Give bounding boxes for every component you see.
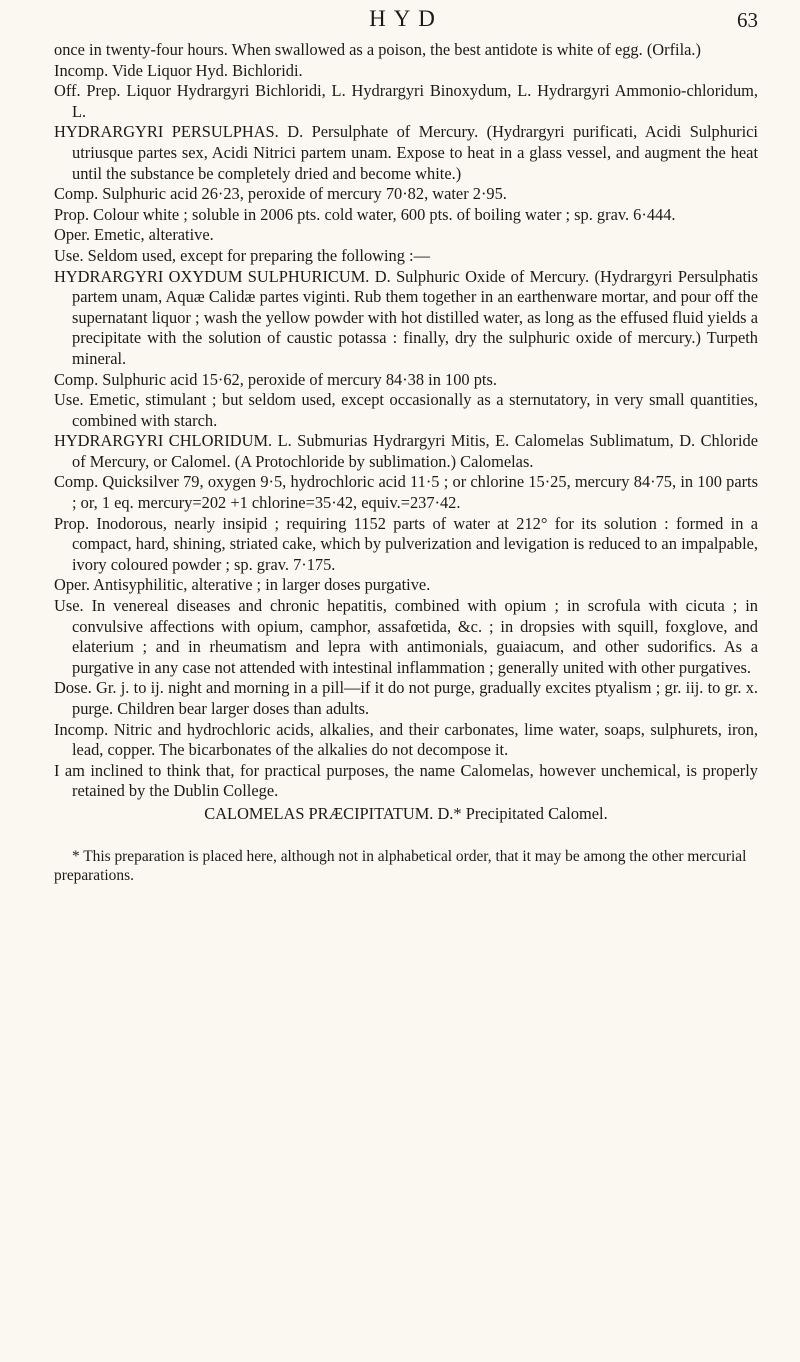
- paragraph-comp: Comp. Sulphuric acid 15·62, peroxide of mercury 84·38 in 100 pts.: [54, 369, 497, 389]
- paragraph-continued: once in twenty-four hours. When swallowed as a poison, the best antidote is white of egg. (Orfila.): [54, 40, 701, 59]
- entry-hydrargyri-chloridum: HYDRARGYRI CHLORIDUM. L. Submurias Hydrargyri Mitis, E. Calomelas Sublimatum, D. Chloride of Mercury, or Calomel. (A Protochloride by sublimation.) Calomelas.: [54, 431, 758, 471]
- running-head: [54, 0, 758, 40]
- paragraph-use: Use. Seldom used, except for preparing the following :—: [54, 245, 430, 265]
- paragraph-off-prep: Off. Prep. Liquor Hydrargyri Bichloridi, L. Hydrargyri Binoxydum, L. Hydrargyri Ammonio-chloridum, L.: [54, 81, 758, 121]
- paragraph-use: Use. In venereal diseases and chronic hepatitis, combined with opium ; in scrofula with cicuta ; in convulsive affections with opium, camphor, assafœtida, &c. ; in dropsies with squill, foxglove, and elaterium ; and in rheumatism and lepra with antimonials, guaiacum, and other sudorifics. As a purgative in any case not attended with intestinal inflammation ; generally united with other purgatives.: [54, 596, 758, 677]
- page-number: 63: [737, 8, 758, 32]
- paragraph-prop: Prop. Inodorous, nearly insipid ; requiring 1152 parts of water at 212° for its solution : formed in a compact, hard, shining, striated cake, which by pulverization and levigation is reduced to an impalpable, ivory coloured powder ; sp. grav. 7·175.: [54, 513, 758, 574]
- footnote: [54, 847, 758, 885]
- paragraph-comp: Comp. Sulphuric acid 26·23, peroxide of mercury 70·82, water 2·95.: [54, 184, 507, 204]
- paragraph-use: Use. Emetic, stimulant ; but seldom used, except occasionally as a sternutatory, in very small quantities, combined with starch.: [54, 390, 758, 430]
- paragraph-dose: Dose. Gr. j. to ij. night and morning in a pill—if it do not purge, gradually excites ptyalism ; gr. iij. to gr. x. purge. Children bear larger doses than adults.: [54, 678, 758, 718]
- running-head-title: HYD: [369, 6, 443, 31]
- entry-hydrargyri-oxydum-sulphuricum: HYDRARGYRI OXYDUM SULPHURICUM. D. Sulphuric Oxide of Mercury. (Hydrargyri Persulphatis partem unam, Aquæ Calidæ partes viginti. Rub them together in an earthenware mortar, and pour off the supernatant liquor ; wash the yellow powder with hot distilled water, as long as the effused fluid yields a precipitate with the solution of caustic potassa : finally, dry the sulphuric oxide of mercury.) Turpeth mineral.: [54, 266, 758, 368]
- entry-heading-calomelas-praecipitatum: CALOMELAS PRÆCIPITATUM. D.* Precipitated Calomel.: [204, 803, 608, 823]
- paragraph-oper: Oper. Emetic, alterative.: [54, 225, 214, 245]
- paragraph-oper: Oper. Antisyphilitic, alterative ; in larger doses purgative.: [54, 575, 431, 595]
- footnote-text: * This preparation is placed here, although not in alphabetical order, that it may be among the other mercurial preparations.: [54, 847, 747, 884]
- paragraph-comp: Comp. Quicksilver 79, oxygen 9·5, hydrochloric acid 11·5 ; or chlorine 15·25, mercury 84·75, in 100 parts ; or, 1 eq. mercury=202 +1 chlorine=35·42, equiv.=237·42.: [54, 472, 758, 513]
- paragraph-note: I am inclined to think that, for practical purposes, the name Calomelas, however unchemical, is properly retained by the Dublin College.: [54, 760, 758, 801]
- paragraph-incomp: Incomp. Nitric and hydrochloric acids, alkalies, and their carbonates, lime water, soaps, sulphurets, iron, lead, copper. The bicarbonates of the alkalies do not decompose it.: [54, 719, 758, 760]
- entry-hydrargyri-persulphas: HYDRARGYRI PERSULPHAS. D. Persulphate of Mercury. (Hydrargyri purificati, Acidi Sulphurici utriusque partes sex, Acidi Nitrici partem unam. Expose to heat in a glass vessel, and augment the heat until the substance be completely dried and become white.): [54, 122, 758, 183]
- paragraph-incomp: Incomp. Vide Liquor Hyd. Bichloridi.: [54, 60, 303, 80]
- page-body: [54, 40, 758, 825]
- paragraph-prop: Prop. Colour white ; soluble in 2006 pts. cold water, 600 pts. of boiling water ; sp. grav. 6·444.: [54, 204, 676, 224]
